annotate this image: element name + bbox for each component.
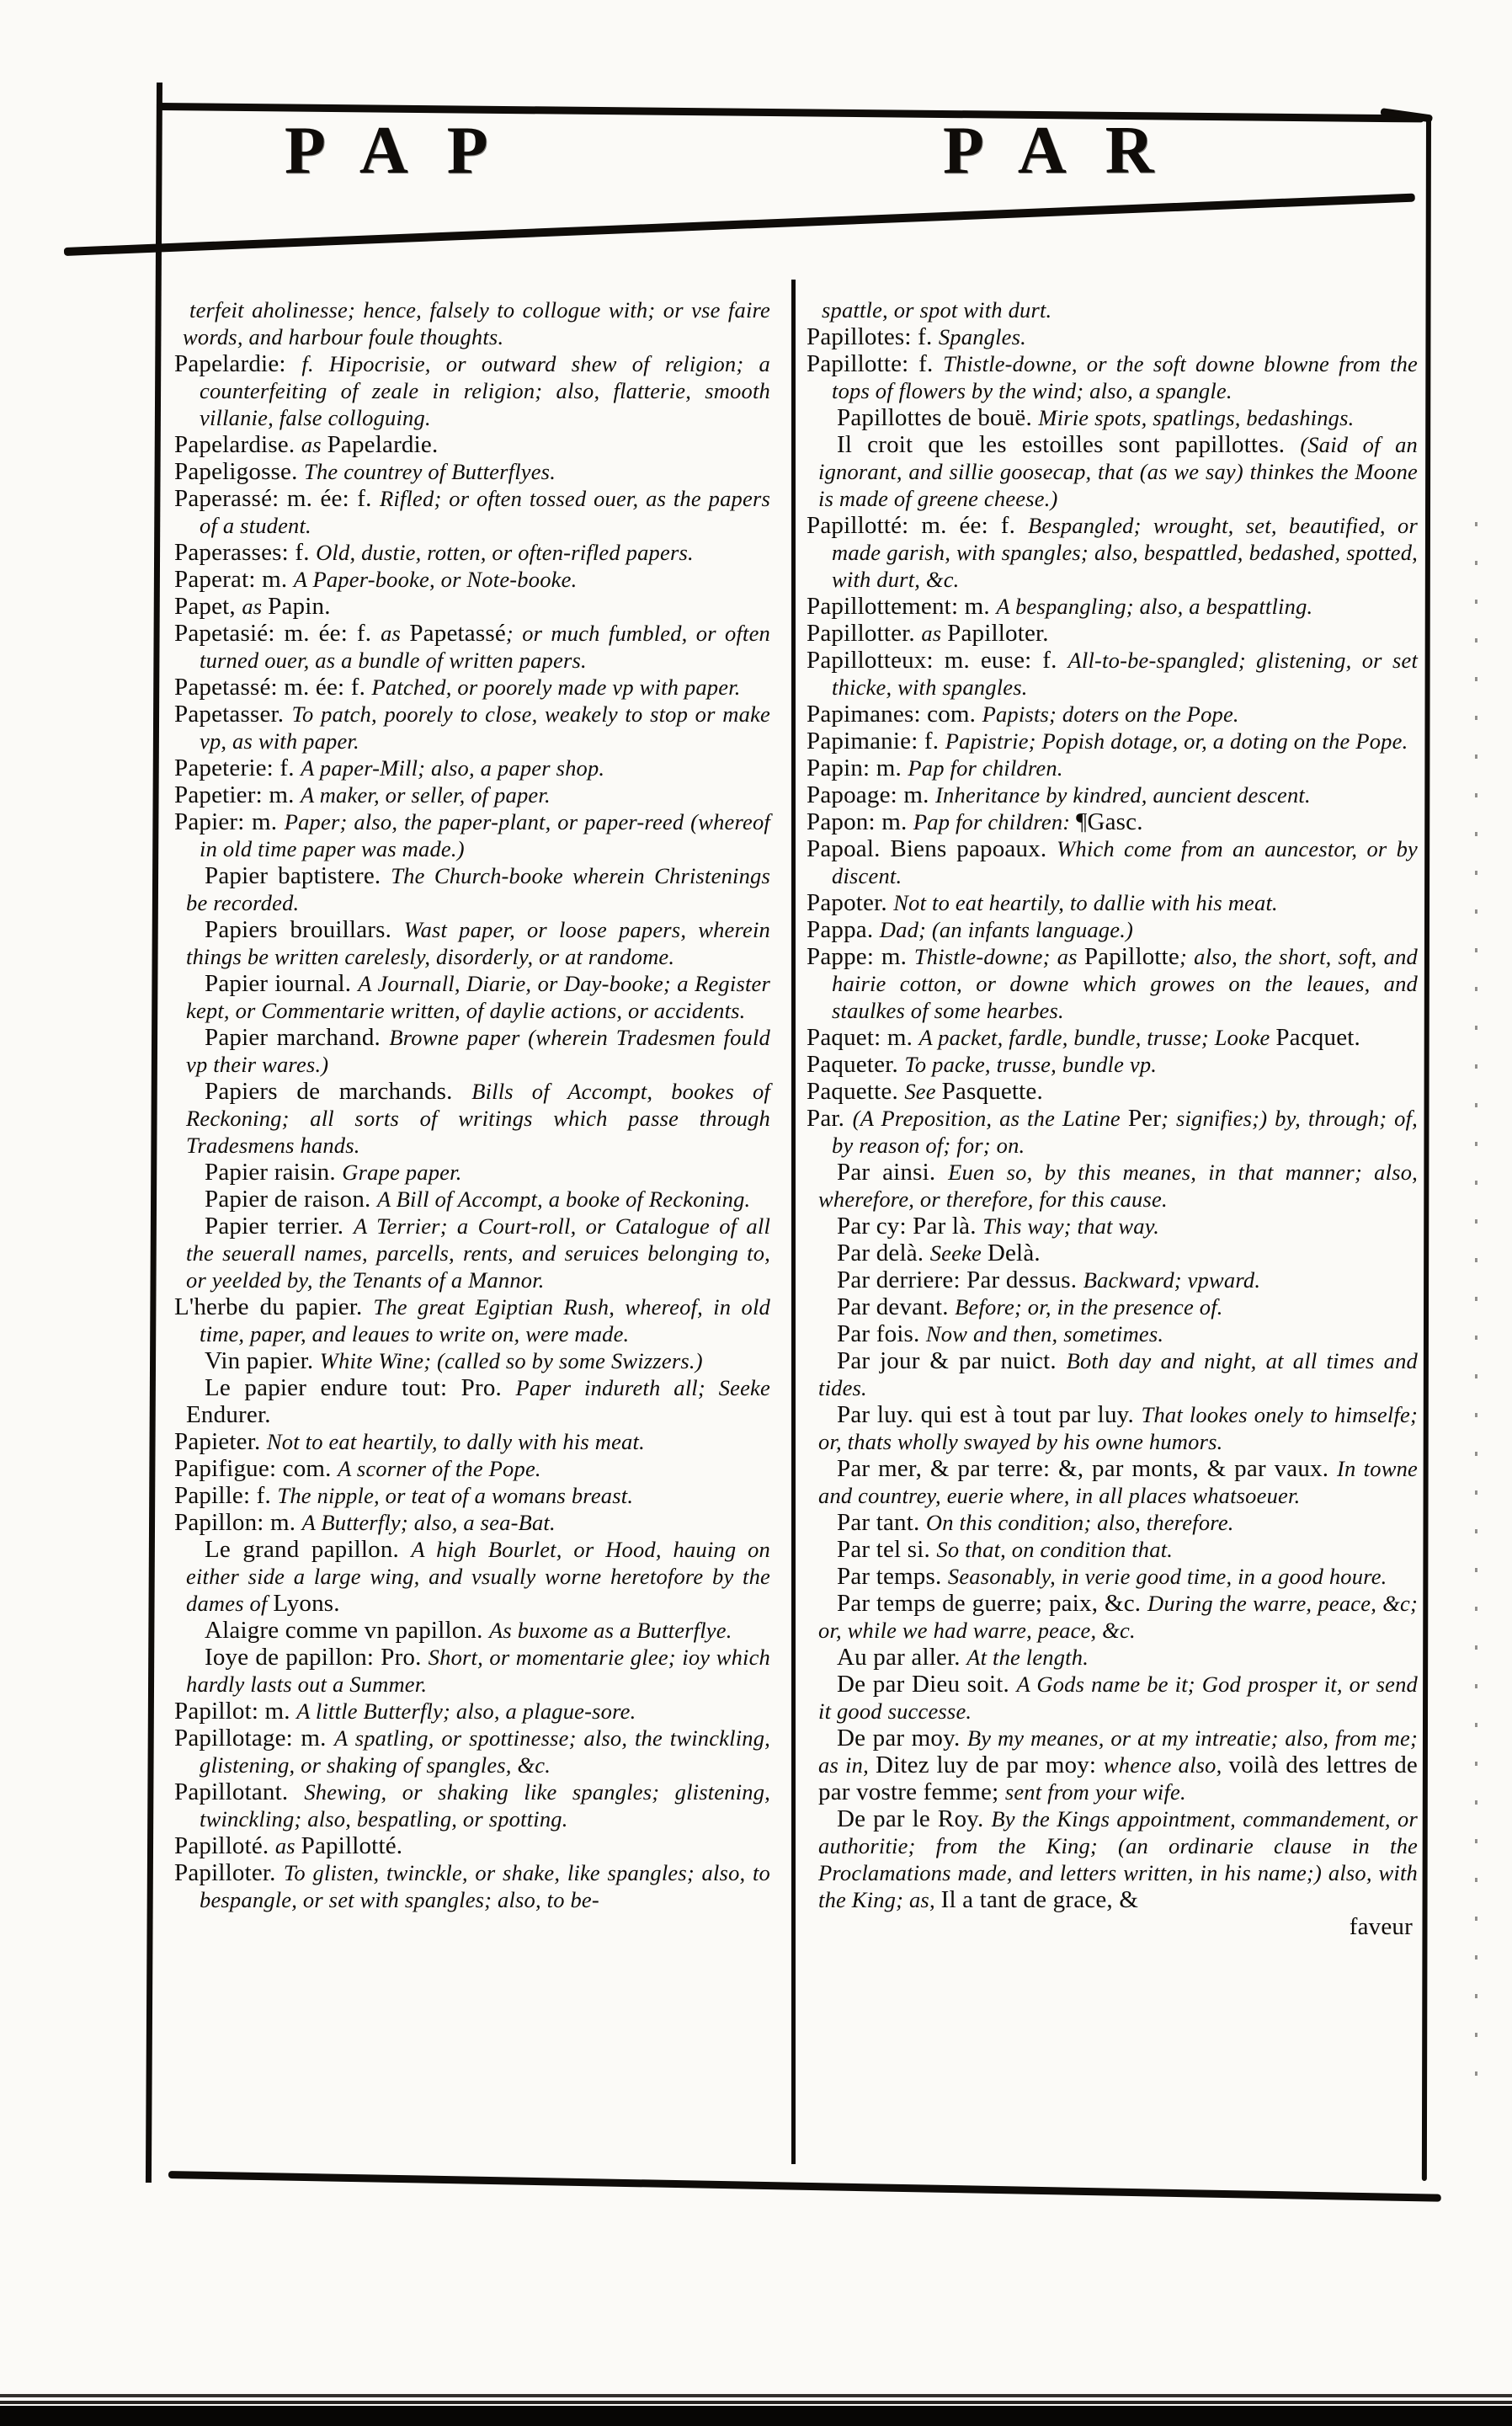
text-run: Paqueter. [807,1051,905,1078]
text-run: At the length. [966,1645,1089,1670]
text-run: Ditez luy de par moy: [876,1752,1104,1778]
dictionary-entry [807,835,1418,889]
scan-edge-line [0,2394,1512,2397]
text-run: Pappe: m. [807,943,914,970]
scan-edge-line [0,2401,1512,2404]
dictionary-entry [807,1320,1418,1347]
dictionary-entry [174,620,770,674]
text-run: as [274,1833,301,1858]
text-run: A little Butterfly; also, a plague-sore. [296,1698,636,1724]
text-run: Papoage: m. [807,781,936,808]
scan-edge-band [0,2406,1512,2426]
text-run: Delà. [987,1240,1041,1266]
text-run: Papillottement: m. [807,593,997,620]
text-run: Spangles. [938,324,1026,349]
dictionary-entry [174,1347,770,1374]
text-run: Thistle-downe; as [913,944,1084,969]
dictionary-entry [807,1536,1418,1563]
dictionary-entry [174,1725,770,1778]
text-run: Par temps de guerre; paix, &c. [837,1590,1148,1617]
text-run: Papier raisin. [205,1159,343,1186]
text-run: De par le Roy. [837,1805,992,1832]
dictionary-entry [174,296,770,350]
running-head-right: PAR [943,114,1193,188]
text-run: Papimanes: com. [807,701,982,728]
text-run: as [301,432,327,457]
text-run: Papifigue: com. [174,1455,338,1482]
text-run: See [904,1079,942,1104]
text-run: as [242,594,269,619]
text-run: Patched, or poorely made vp with paper. [371,674,741,700]
dictionary-column-right [807,296,1418,1940]
text-run: A Bill of Accompt, a booke of Reckoning. [376,1186,751,1212]
text-run: A Terrier; a Court-roll, or Catalogue of all the seuerall names, parcells, rents, and seruices belonging to, or yeelded by, the Tenants of a Mannor. [186,1213,771,1293]
text-run: Papeterie: f. [174,754,301,781]
text-run: Papier iournal. [205,970,359,997]
dictionary-entry [174,1509,770,1536]
text-run: Papillotter. [807,620,922,647]
text-run: A Gods name be it; God prosper it, or send it good successe. [818,1672,1418,1724]
text-run: Par jour & par nuict. [837,1347,1067,1374]
dictionary-entry [174,458,770,485]
text-run: That lookes onely to himselfe; or, thats wholly swayed by his owne humors. [818,1402,1418,1454]
text-run: Papieter. [174,1428,267,1455]
page-border-left [146,83,162,2183]
dictionary-entry [174,1778,770,1832]
text-run: Papeligosse. [174,458,305,485]
dictionary-entry [807,1266,1418,1293]
text-run: Papilloté. [174,1832,275,1859]
dictionary-entry [807,1590,1418,1644]
dictionary-entry [174,1698,770,1725]
text-run: A spatling, or spottinesse; also, the twinckling, glistening, or shaking of spangles, &c. [200,1725,770,1778]
text-run: By my meanes, or at my intreatie; also, from me; as in, [818,1725,1419,1778]
text-run: During the warre, peace, &c; or, while we had warre, peace, &c. [818,1591,1418,1643]
dictionary-entry [807,1078,1418,1105]
text-run: A scorner of the Pope. [338,1456,541,1481]
text-run: Mirie spots, spatlings, bedashings. [1038,405,1355,430]
text-run: A packet, fardle, bundle, trusse; Looke [918,1025,1276,1050]
text-run: Wast paper, or loose papers, wherein things be written carelesly, disorderly, or at randome. [186,917,771,969]
dictionary-entry [174,754,770,781]
running-head-rule [64,194,1415,256]
text-run: Papetassé [409,620,506,647]
dictionary-entry [807,1805,1418,1913]
dictionary-entry [807,296,1418,323]
text-run: Par tant. [837,1509,926,1536]
text-run: Both day and night, at all times and tides. [818,1348,1419,1400]
dictionary-entry [807,701,1418,728]
dictionary-entry [807,808,1418,835]
text-run: Papillotte: f. [807,350,944,377]
text-run: Euen so, by this meanes, in that manner; also, wherefore, or therefore, for this cause. [818,1160,1418,1212]
text-run: Il a tant de grace, & [940,1886,1139,1913]
text-run: Browne paper (wherein Tradesmen fould vp their wares.) [186,1025,770,1077]
text-run: Vin papier. [205,1347,320,1374]
dictionary-entry [807,350,1418,404]
text-run: Par luy. qui est à tout par luy. [837,1401,1142,1428]
dictionary-entry [174,701,770,754]
dictionary-entry [807,889,1418,916]
text-run: Paperassé: m. ée: f. [174,485,380,512]
text-run: A high Bourlet, or Hood, hauing on either side a large wing, and vsually worne heretofore by the dames of [186,1537,770,1616]
text-run: Pap for children. [908,755,1063,781]
text-run: Pasquette. [941,1078,1043,1105]
dictionary-entry [174,1293,770,1347]
dictionary-entry [807,647,1418,701]
dictionary-entry [174,350,770,431]
running-head-left: PAP [285,114,527,188]
dictionary-entry [174,1859,770,1913]
text-run: Papoter. [807,889,894,916]
text-run: Pacquet. [1275,1024,1360,1051]
text-run: The nipple, or teat of a womans breast. [277,1483,634,1508]
text-run: Papetassé: m. ée: f. [174,674,372,701]
dictionary-entry [174,1374,770,1428]
text-run: Pappa. [807,916,880,943]
dictionary-entry [174,539,770,566]
text-run: In towne and countrey, euerie where, in all places whatsoeuer. [818,1456,1418,1508]
text-run: Per [1127,1105,1162,1132]
text-run: Backward; vpward. [1083,1267,1261,1293]
text-run: Papille: f. [174,1482,278,1509]
page-border-bottom [168,2171,1441,2202]
dictionary-entry [807,1347,1418,1401]
text-run: Ioye de papillon: Pro. [205,1644,429,1671]
dictionary-entry [807,916,1418,943]
text-run: Papier terrier. [205,1213,354,1240]
dictionary-entry [807,943,1418,1024]
text-run: Papier marchand. [205,1024,390,1051]
dictionary-entry [807,404,1418,431]
text-run: Old, dustie, rotten, or often-rifled papers. [316,540,694,565]
text-run: Endurer. [186,1401,271,1428]
text-run: Papon: m. [807,808,913,835]
right-margin-speckle [1475,522,1477,2105]
text-run: The Church-booke wherein Christenings be recorded. [186,863,770,915]
text-run: Par cy: Par là. [837,1213,983,1240]
dictionary-entry [807,1293,1418,1320]
dictionary-entry [807,728,1418,754]
text-run: Papillotage: m. [174,1725,334,1752]
text-run: voilà des lettres de par vostre femme; [818,1752,1418,1805]
dictionary-entry [174,1213,770,1293]
text-run: ¶Gasc. [1076,808,1143,835]
text-run: A Butterfly; also, a sea-Bat. [301,1510,556,1535]
text-run: To packe, trusse, bundle vp. [904,1052,1158,1077]
dictionary-entry [807,512,1418,593]
dictionary-entry [807,1725,1418,1805]
text-run: Par devant. [837,1293,956,1320]
text-run: Papillotte [1083,943,1179,970]
text-run: The countrey of Butterflyes. [304,459,556,484]
dictionary-entry [174,970,770,1024]
dictionary-entry [807,1644,1418,1671]
dictionary-entry [174,431,770,458]
text-run: f. Hipocrisie, or outward shew of religion; a counterfeiting of zeale in religion; also, flatterie, smooth villanie, false colloguing. [200,351,770,430]
text-run: Le papier endure tout: Pro. [205,1374,516,1401]
text-run: ; also, the short, soft, and hairie cotton, or downe which growes on the leaues, and staulkes of some hearbes. [832,944,1418,1023]
text-run: Paper; also, the paper-plant, or paper-reed (whereof in old time paper was made.) [200,809,770,861]
dictionary-entry [174,593,770,620]
text-run: Papillotes: f. [807,323,939,350]
dictionary-entry [807,1563,1418,1590]
dictionary-entry [807,431,1418,512]
text-run: Par delà. [837,1240,930,1266]
text-run: Papelardise. [174,431,301,458]
dictionary-entry [174,566,770,593]
text-run: Not to eat heartily, to dally with his meat. [266,1429,645,1454]
dictionary-entry [807,1105,1418,1159]
text-run: Bespangled; wrought, set, beautified, or made garish, with spangles; also, bespattled, bedashed, spotted, with durt, &c. [832,513,1418,592]
text-run: Papillon: m. [174,1509,302,1536]
dictionary-entry [174,1186,770,1213]
text-run: Lyons. [273,1590,340,1617]
text-run: Rifled; or often tossed ouer, as the papers of a student. [200,486,770,538]
text-run: A Journall, Diarie, or Day-booke; a Register kept, or Commentarie written, of daylie actions, or accidents. [186,971,770,1023]
text-run: Papillot: m. [174,1698,297,1725]
dictionary-entry [807,1509,1418,1536]
dictionary-entry [807,1455,1418,1509]
text-run: Par fois. [837,1320,926,1347]
text-run: Paquet: m. [807,1024,919,1051]
dictionary-entry [807,1051,1418,1078]
dictionary-entry [174,1832,770,1859]
dictionary-entry [807,1671,1418,1725]
text-run: Before; or, in the presence of. [955,1294,1223,1320]
text-run: Papoal. Biens papoaux. [807,835,1057,862]
text-run: Par derriere: Par dessus. [837,1266,1083,1293]
text-run: A Paper-booke, or Note-booke. [293,567,578,592]
dictionary-entry [807,781,1418,808]
text-run: De par Dieu soit. [837,1671,1017,1698]
dictionary-entry [174,1455,770,1482]
text-run: as [381,621,410,646]
text-run: Now and then, sometimes. [925,1321,1164,1346]
page-border-right [1422,116,1431,2181]
dictionary-entry [807,593,1418,620]
text-run: Par tel si. [837,1536,937,1563]
text-run: (Said of an ignorant, and sillie goosecap, that (as we say) thinkes the Moone is made of greene cheese.) [818,432,1418,511]
text-run: Papilloter. [947,620,1049,647]
text-run: Paperasses: f. [174,539,317,566]
dictionary-entry [174,862,770,916]
text-run: Papillotté: m. ée: f. [807,512,1028,539]
text-run: To patch, poorely to close, weakely to stop or make vp, as with paper. [200,701,771,754]
text-run: Papier: m. [174,808,285,835]
text-run: Not to eat heartily, to dallie with his meat. [893,890,1278,915]
text-run: Il croit que les estoilles sont papillottes. [837,431,1301,458]
text-run: By the Kings appointment, commandement, or authoritie; from the King; (an ordinarie clause in the Proclamations made, and letters written, in his name;) also, with the King; as, [818,1806,1419,1912]
dictionary-entry [807,1213,1418,1240]
text-run: terfeit aholinesse; hence, falsely to collogue with; or vse faire words, and harbour foule thoughts. [183,297,770,349]
dictionary-column-left [174,296,770,1913]
text-run: Papistrie; Popish dotage, or, a doting on the Pope. [945,728,1408,754]
text-run: Papimanie: f. [807,728,945,754]
text-run: Par. [807,1105,853,1132]
text-run: A maker, or seller, of paper. [300,782,551,808]
text-run: Bills of Accompt, bookes of Reckoning; all sorts of writings which passe through Tradesmens hands. [186,1079,770,1158]
text-run: So that, on condition that. [936,1537,1174,1562]
text-run: Par temps. [837,1563,948,1590]
text-run: Par mer, & par terre: &, par monts, & par vaux. [837,1455,1338,1482]
text-run: Papin. [268,593,331,620]
text-run: Thistle-downe, or the soft downe blowne from the tops of flowers by the wind; also, a spangle. [832,351,1418,403]
text-run: Le grand papillon. [205,1536,412,1563]
text-run: whence also, [1103,1752,1229,1778]
dictionary-entry [807,1024,1418,1051]
text-run: Papillotteux: m. euse: f. [807,647,1068,674]
dictionary-entry [174,781,770,808]
text-run: This way; that way. [982,1213,1160,1239]
dictionary-entry [807,754,1418,781]
text-run: (A Preposition, as the Latine [852,1106,1128,1131]
text-run: L'herbe du papier. [174,1293,374,1320]
dictionary-entry [807,620,1418,647]
text-run: Short, or momentarie glee; ioy which hardly lasts out a Summer. [186,1645,770,1697]
text-run: All-to-be-spangled; glistening, or set thicke, with spangles. [832,648,1419,700]
text-run: Par ainsi. [837,1159,949,1186]
text-run: Seasonably, in verie good time, in a good houre. [947,1564,1387,1589]
dictionary-entry [174,1617,770,1644]
dictionary-entry [807,1159,1418,1213]
text-run: Pap for children: [913,809,1077,834]
text-run: Paper indureth all; Seeke [515,1375,770,1400]
catchword [807,1913,1418,1940]
dictionary-entry [174,485,770,539]
text-run: Grape paper. [342,1160,462,1185]
dictionary-entry [174,1482,770,1509]
text-run: Papier baptistere. [205,862,391,889]
text-run: As buxome as a Butterflye. [489,1618,732,1643]
dictionary-entry [807,1401,1418,1455]
text-run: Au par aller. [837,1644,967,1671]
text-run: as [921,621,948,646]
text-run: Papin: m. [807,754,908,781]
text-run: sent from your wife. [1004,1779,1186,1805]
text-run: Dad; (an infants language.) [879,917,1134,942]
text-run: On this condition; also, therefore. [925,1510,1234,1535]
text-run: ; signifies;) by, through; of, by reason of; for; on. [832,1106,1419,1158]
text-run: Shewing, or shaking like spangles; glistening, twinckling; also, bespatling, or spotting. [200,1779,770,1831]
dictionary-entry [807,1240,1418,1266]
text-run: spattle, or spot with durt. [822,297,1052,323]
text-run: Papillotté. [301,1832,403,1859]
text-run: Papiers brouillars. [205,916,404,943]
text-run: White Wine; (called so by some Swizzers.) [319,1348,703,1373]
text-run: De par moy. [837,1725,967,1752]
text-run: ; or much fumbled, or often turned ouer, as a bundle of written papers. [200,621,770,673]
text-run: Inheritance by kindred, auncient descent. [935,782,1311,808]
text-run: Papier de raison. [205,1186,377,1213]
dictionary-entry [807,323,1418,350]
text-run: Papelardie. [327,431,439,458]
dictionary-entry [174,808,770,862]
text-run: Seeke [929,1240,988,1266]
text-run: Papetasié: m. ée: f. [174,620,381,647]
text-run: Papists; doters on the Pope. [982,701,1239,727]
dictionary-entry [174,1644,770,1698]
dictionary-entry [174,916,770,970]
column-divider-rule [791,280,796,2164]
text-run: Papillotant. [174,1778,305,1805]
text-run: Paperat: m. [174,566,294,593]
text-run: Papiers de marchands. [205,1078,472,1105]
dictionary-entry [174,1159,770,1186]
dictionary-entry [174,1078,770,1159]
text-run: The great Egiptian Rush, whereof, in old time, paper, and leaues to write on, were made. [200,1294,770,1346]
text-run: Paquette. [807,1078,905,1105]
text-run: Papelardie: [174,350,302,377]
text-run: Papetasser. [174,701,292,728]
text-run: faveur [1349,1913,1413,1940]
text-run: Alaigre comme vn papillon. [205,1617,490,1644]
dictionary-entry [174,1428,770,1455]
text-run: Papilloter. [174,1859,284,1886]
text-run: A bespangling; also, a bespattling. [996,594,1313,619]
text-run: Papillottes de bouë. [837,404,1039,431]
text-run: Papet, [174,593,242,620]
text-run: Papetier: m. [174,781,301,808]
text-run: To glisten, twinckle, or shake, like spangles; also, to bespangle, or set with spangles; also, to be- [200,1860,771,1912]
dictionary-entry [174,1024,770,1078]
text-run: Which come from an auncestor, or by discent. [832,836,1418,888]
text-run: A paper-Mill; also, a paper shop. [301,755,605,781]
dictionary-entry [174,674,770,701]
dictionary-entry [174,1536,770,1617]
